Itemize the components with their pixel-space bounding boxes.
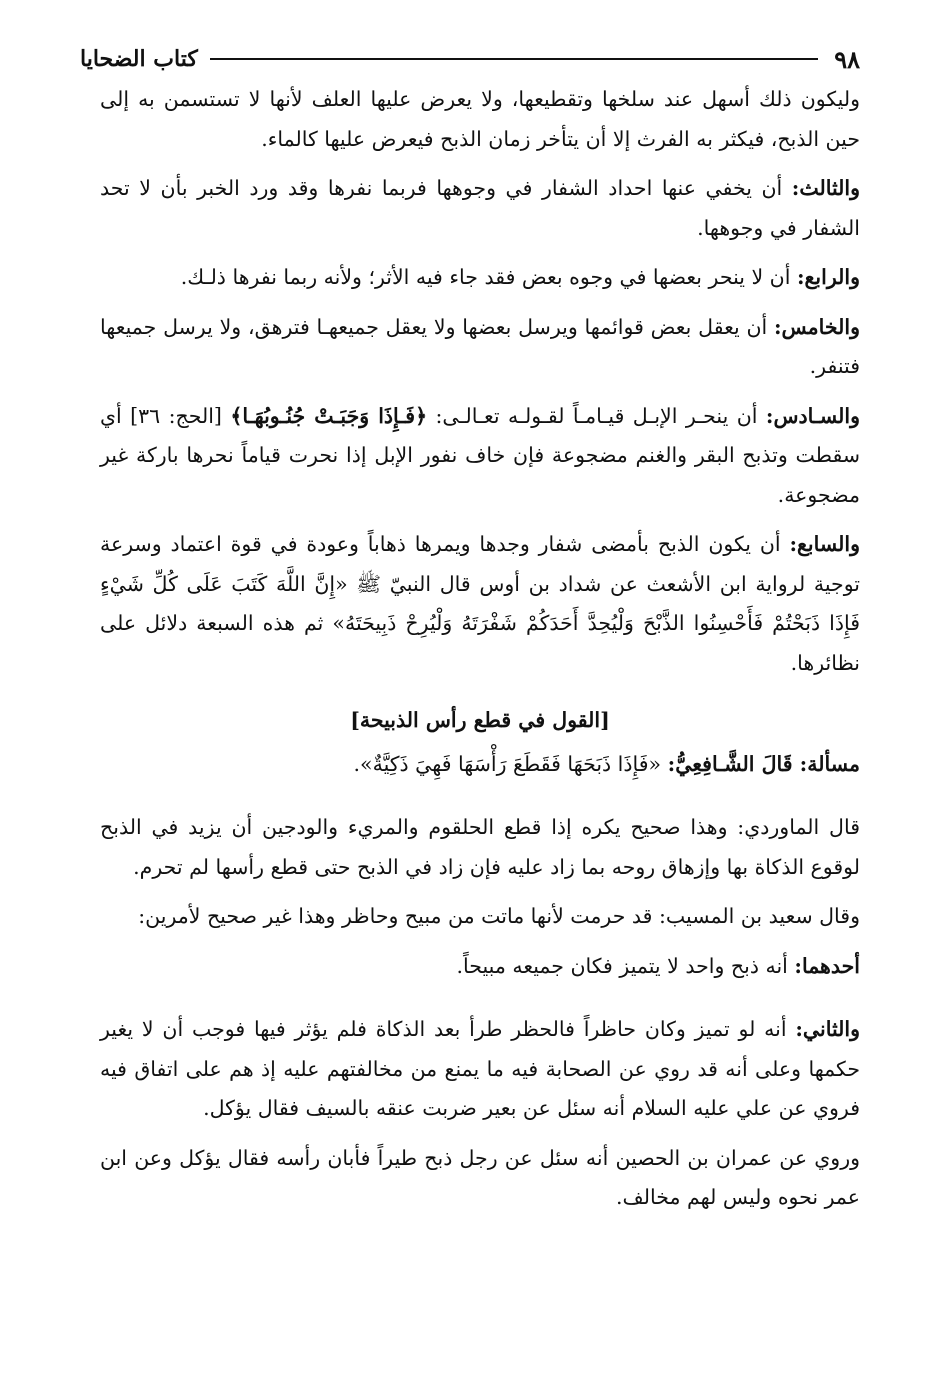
paragraph-fourth-text: أن لا ينحر بعضها في وجوه بعض فقد جاء فيه الأثر؛ ولأنه ربما نفرها ذلـك. [180, 265, 797, 289]
spacer-2 [100, 996, 860, 1010]
masala-label: مسألة: [799, 751, 860, 776]
discussion-imran-text: وروي عن عمران بن الحصين أنه سئل عن رجل ذبح طيراً فأبان رأسه فقال يؤكل وعن ابن عمر نحوه وليس لهم مخالف. [100, 1145, 860, 1209]
header-rule [210, 58, 818, 60]
shafii-attribution: قَالَ الشَّـافِعِيُّ: [667, 751, 800, 776]
page-header [80, 44, 860, 74]
discussion-imran [100, 1139, 860, 1218]
spacer [100, 794, 860, 808]
paragraph-1-text: وليكون ذلك أسهل عند سلخها وتقطيعها، ولا يعرض عليها العلف لأنها لا تستسمن به إلى حين الذبح، فيكثر به الفرث إلا أن يتأخر زمان الذبح فيعرض عليها كالماء. [100, 87, 860, 151]
paragraph-seventh-lead: والسابع: [789, 532, 860, 556]
paragraph-fifth [100, 308, 860, 387]
book-title: كتاب الضحايا [80, 46, 198, 72]
hadith-quote: «إِنَّ اللَّهَ كَتَبَ عَلَى كُلِّ شَيْءٍ فَإِذَا ذَبَحْتُمْ فَأَحْسِنُوا الذَّبْحَ وَلْيُحِدَّ أَحَدَكُمْ شَفْرَتَهُ وَلْيُرِحْ ذَبِيحَتَهُ» [100, 571, 860, 635]
discussion-first [100, 947, 860, 987]
paragraph-sixth-text-a: أن ينحـر الإبـل قيـامـاً لقـولـه تعـالـى: [427, 403, 766, 428]
discussion-said [100, 897, 860, 937]
discussion-first-lead: أحدهما: [794, 953, 860, 978]
paragraph-fifth-lead: والخامس: [773, 314, 860, 339]
paragraph-fourth [100, 258, 860, 298]
discussion-first-text: أنه ذبح واحد لا يتميز فكان جميعه مبيحاً. [456, 953, 795, 978]
paragraph-seventh-text-a: أن يكون الذبح بأمضى شفار وجدها ويمرها ذهاباً وعودة في قوة اعتماد وسرعة توجية لرواية ابن الأشعث عن شداد بن أوس قال النبيّ ﷺ [100, 532, 860, 596]
quran-verse: ﴿فَـإِذَا وَجَبَـتْ جُنُـوبُهَـا﴾ [230, 403, 428, 428]
discussion-second [100, 1010, 860, 1129]
paragraph-third-lead: والثالث: [791, 176, 860, 200]
page-number: ٩٨ [834, 44, 860, 74]
paragraph-third-text: أن يخفي عنها احداد الشفار في وجوهها فربما نفرها وقد ورد الخبر بأن لا تحد الشفار في وجوهها. [100, 176, 860, 240]
masala-paragraph [100, 745, 860, 785]
paragraph-fourth-lead: والرابع: [796, 265, 860, 289]
paragraph-sixth-lead: والسـادس: [765, 403, 860, 428]
paragraph-sixth-text-b: [الحج: ٣٦] أي سقطت وتذبح البقر والغنم مضجوعة فإن خاف نفور الإبل إذا نحرت قياماً نحرها باركة غير مضجوعة. [100, 403, 860, 507]
discussion-second-lead: والثاني: [795, 1017, 860, 1041]
paragraph-third [100, 169, 860, 248]
paragraph-fifth-text: أن يعقل بعض قوائمها ويرسل بعضها ولا يعقل جميعهـا فترهق، ولا يرسل جميعها فتنفر. [100, 314, 860, 378]
paragraph-seventh [100, 525, 860, 683]
page-body [100, 80, 860, 1228]
discussion-said-text: وقال سعيد بن المسيب: قد حرمت لأنها ماتت من مبيح وحاظر وهذا غير صحيح لأمرين: [138, 904, 860, 928]
paragraph-seventh-text-b: ثم هذه السبعة دلائل على نظائرها. [100, 611, 860, 675]
discussion-mawardi [100, 808, 860, 887]
masala-text: «فَإِذَا ذَبَحَهَا فَقَطَعَ رَأْسَهَا فَهِيَ ذَكِيَّةٌ». [353, 751, 668, 776]
discussion-second-text: أنه لو تميز وكان حاظراً فالحظر طرأ بعد الذكاة فلم يؤثر فيها فوجب أن لا يغير حكمها وعلى أنه قد روي عن الصحابة فيه ما يمنع من مخالفتهم عليه إذ هم على اتفاق فيه فروي عن علي عليه السلام أنه سئل عن بعير ضربت عنقه بالسيف فقال يؤكل. [100, 1017, 860, 1120]
paragraph-sixth [100, 397, 860, 516]
section-heading: [القول في قطع رأس الذبيحة] [350, 708, 610, 732]
discussion-mawardi-text: قال الماوردي: وهذا صحيح يكره إذا قطع الحلقوم والمريء والودجين أن يزيد في الذبح لوقوع الذكاة بها وإزهاق روحه بما زاد عليه فإن زاد في الذبح حتى قطع رأسها لم تحرم. [100, 815, 860, 879]
paragraph-1 [100, 80, 860, 159]
